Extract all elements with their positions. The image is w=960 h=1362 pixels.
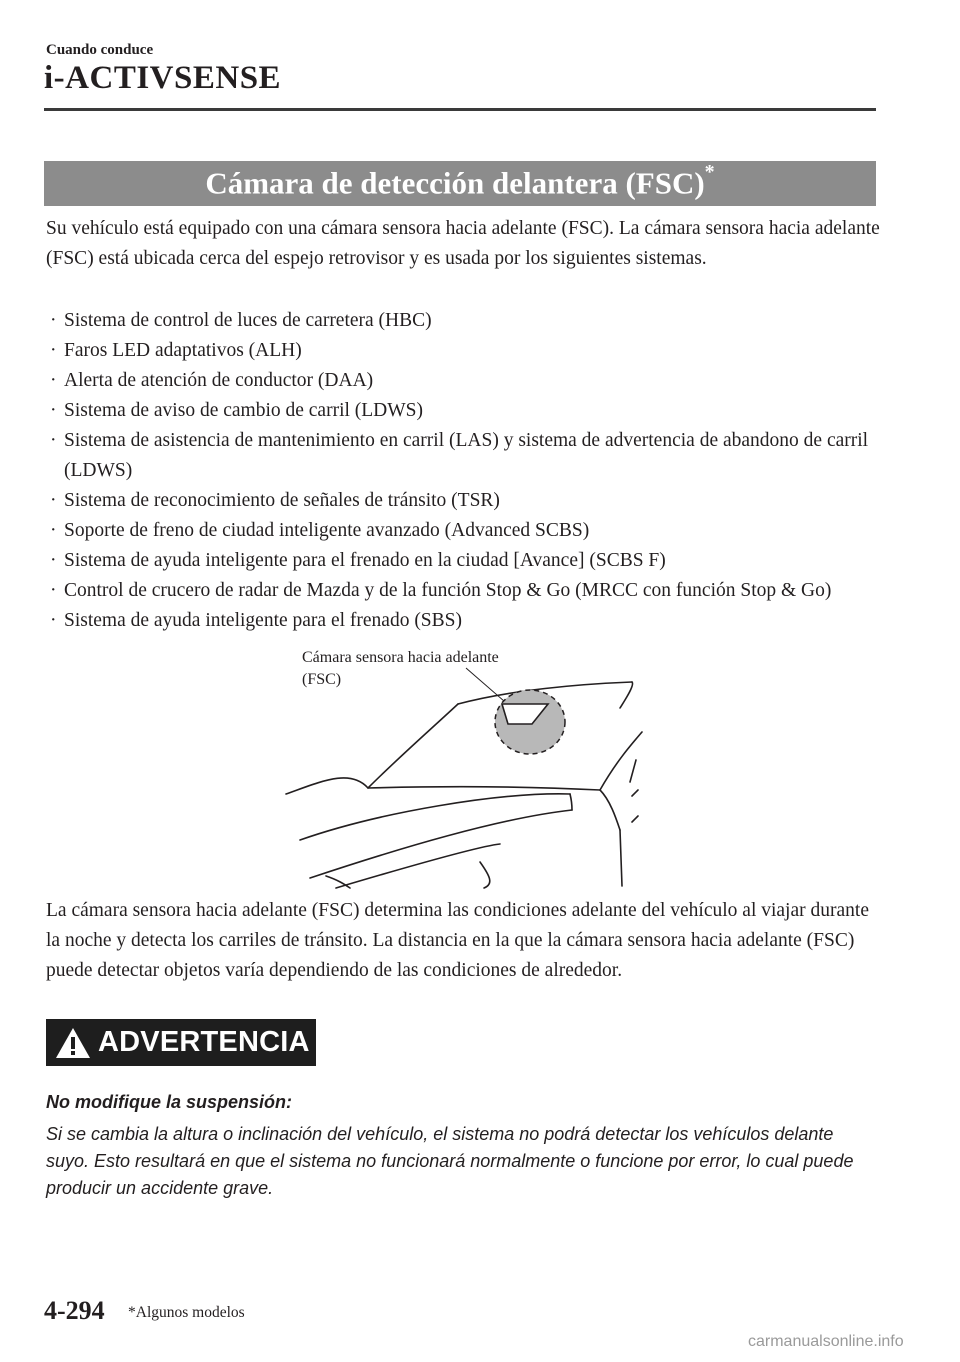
list-item-text: Sistema de ayuda inteligente para el frenado (SBS) bbox=[64, 610, 462, 631]
bullet-dot: · bbox=[50, 610, 57, 631]
section-label: Cuando conduce bbox=[46, 42, 154, 58]
hood-crease bbox=[480, 862, 490, 888]
hood-line-2 bbox=[310, 810, 572, 878]
bullet-dot: · bbox=[50, 490, 57, 511]
warning-heading: No modifique la suspensión: bbox=[46, 1092, 293, 1112]
page-number: 4-294 bbox=[44, 1296, 105, 1325]
warning-label: ADVERTENCIA bbox=[98, 1026, 310, 1058]
mirror-stroke-3 bbox=[632, 816, 638, 822]
hood-line-3 bbox=[336, 844, 500, 888]
bullet-dot: · bbox=[50, 310, 57, 331]
list-item-text: Sistema de control de luces de carretera (HBC) bbox=[64, 310, 432, 331]
intro-paragraph: Su vehículo está equipado con una cámara sensora hacia adelante (FSC). La cámara sensora hacia adelante (FSC) está ubicada cerca del espejo retrovisor y es usada por los siguientes sistemas. bbox=[46, 218, 880, 269]
list-item-text: Sistema de aviso de cambio de carril (LDWS) bbox=[64, 400, 424, 421]
list-item bbox=[46, 486, 881, 516]
hood-front bbox=[326, 876, 350, 888]
list-item bbox=[46, 426, 881, 486]
list-item-text: Sistema de asistencia de mantenimiento en carril (LAS) y sistema de advertencia de abandono de carril (LDWS) bbox=[64, 430, 869, 481]
figure-label-line: (FSC) bbox=[302, 671, 342, 688]
list-item bbox=[46, 516, 881, 546]
systems-list bbox=[46, 306, 881, 636]
bullet-dot: · bbox=[50, 430, 57, 451]
warning-banner bbox=[46, 1019, 316, 1066]
warning-triangle-icon bbox=[54, 1026, 92, 1060]
watermark: carmanualsonline.info bbox=[748, 1333, 904, 1350]
figure-label-line: Cámara sensora hacia adelante bbox=[302, 649, 499, 666]
body-edge bbox=[620, 830, 622, 886]
mirror-stroke-2 bbox=[632, 790, 638, 796]
bullet-dot: · bbox=[50, 370, 57, 391]
wiper-edge bbox=[570, 794, 572, 810]
warning-text: Si se cambia la altura o inclinación del vehículo, el sistema no podrá detectar los vehículos delante suyo. Esto resultará en que el sistema no funcionará normalmente o funcione por error, lo cual puede producir un accidente grave. bbox=[46, 1124, 854, 1198]
list-item bbox=[46, 546, 881, 576]
list-item bbox=[46, 306, 881, 336]
list-item-text: Sistema de ayuda inteligente para el frenado en la ciudad [Avance] (SCBS F) bbox=[64, 550, 666, 571]
section-title bbox=[205, 161, 715, 201]
list-item-text: Faros LED adaptativos (ALH) bbox=[64, 340, 302, 361]
list-item-text: Sistema de reconocimiento de señales de tránsito (TSR) bbox=[64, 490, 500, 511]
header-divider bbox=[44, 108, 876, 111]
list-item-text: Soporte de freno de ciudad inteligente avanzado (Advanced SCBS) bbox=[64, 520, 590, 541]
chapter-title: i-ACTIVSENSE bbox=[44, 60, 282, 96]
list-item bbox=[46, 396, 881, 426]
detail-paragraph: La cámara sensora hacia adelante (FSC) determina las condiciones adelante del vehículo al viajar durante la noche y detecta los carriles de tránsito. La distancia en la que la cámara sensora hacia adelante (FSC) puede detectar objetos varía dependiendo de las condiciones de alrededor. bbox=[46, 900, 869, 981]
list-item bbox=[46, 366, 881, 396]
bullet-dot: · bbox=[50, 520, 57, 541]
section-title-text: Cámara de detección delantera (FSC) bbox=[205, 165, 705, 201]
list-item bbox=[46, 576, 881, 606]
a-pillar-left bbox=[368, 704, 458, 788]
models-marker: * bbox=[704, 161, 715, 184]
bullet-dot: · bbox=[50, 400, 57, 421]
mirror-stroke bbox=[630, 760, 636, 782]
a-pillar-right bbox=[620, 682, 633, 708]
section-title-band bbox=[44, 161, 876, 206]
footnote: *Algunos modelos bbox=[128, 1304, 245, 1321]
list-item bbox=[46, 336, 881, 366]
bullet-dot: · bbox=[50, 580, 57, 601]
list-item-text: Alerta de atención de conductor (DAA) bbox=[64, 370, 374, 391]
list-item-text: Control de crucero de radar de Mazda y de la función Stop & Go (MRCC con función Stop & Go) bbox=[64, 580, 832, 601]
figure-label bbox=[302, 647, 499, 691]
fender-line bbox=[600, 790, 620, 830]
bullet-dot: · bbox=[50, 340, 57, 361]
list-item bbox=[46, 606, 881, 636]
bullet-dot: · bbox=[50, 550, 57, 571]
hood-rear-edge bbox=[286, 778, 600, 794]
